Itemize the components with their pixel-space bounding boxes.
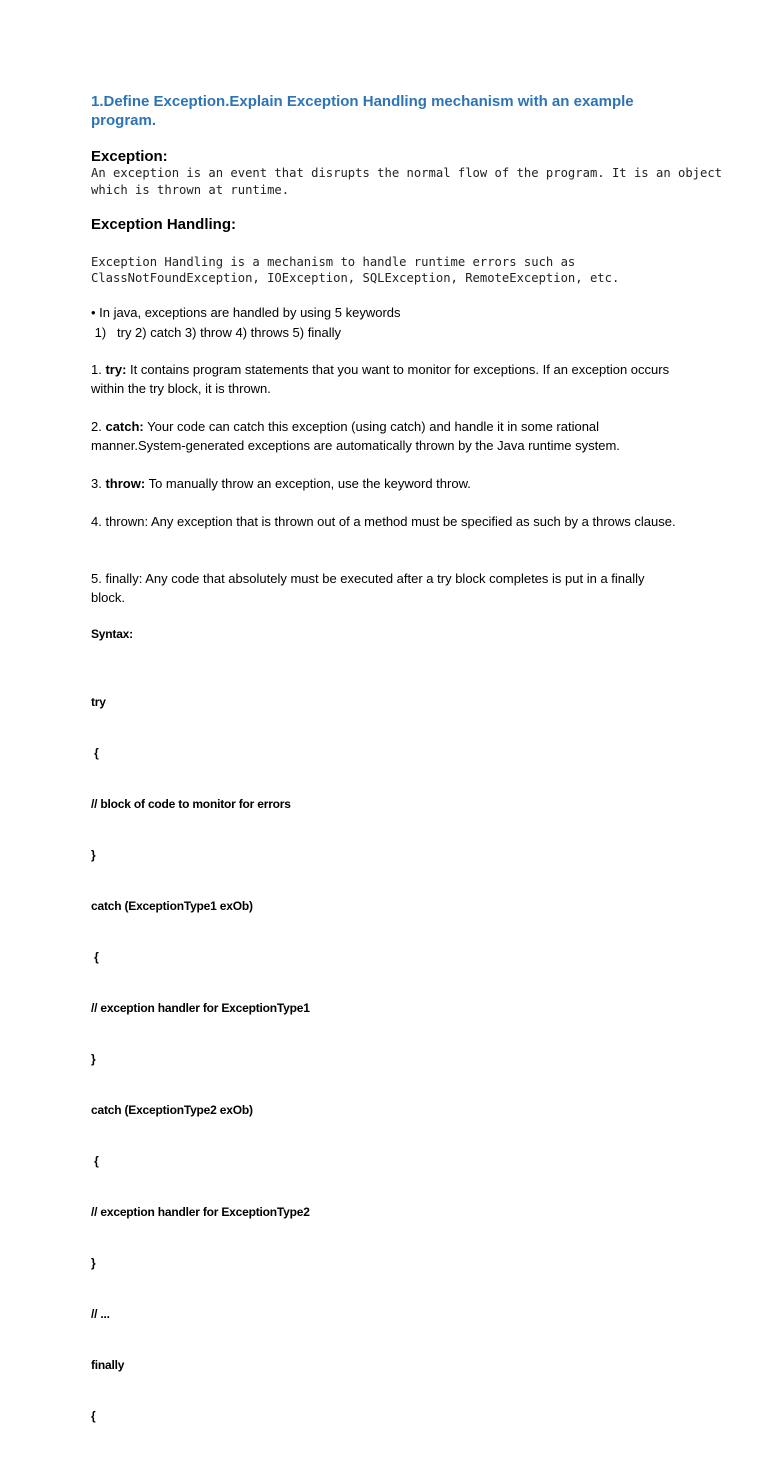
- item-number: 1.: [91, 362, 106, 377]
- code-line: }: [91, 1256, 96, 1270]
- item-keyword: catch:: [105, 419, 144, 434]
- code-line: {: [91, 950, 99, 964]
- syntax-label: Syntax:: [91, 627, 133, 641]
- code-line: // exception handler for ExceptionType2: [91, 1205, 310, 1219]
- question-title: 1.Define Exception.Explain Exception Handling mechanism with an example program.: [91, 93, 634, 129]
- item-keyword: throw:: [105, 476, 146, 491]
- keyword-item-throws: 4. thrown: Any exception that is thrown out of a method must be specified as such by a throws clause.: [91, 514, 676, 529]
- handling-text-line-1: Exception Handling is a mechanism to handle runtime errors such as: [91, 255, 576, 269]
- item-text: To manually throw an exception, use the keyword throw.: [145, 476, 471, 491]
- keyword-item-catch: [91, 417, 681, 455]
- code-line: // exception handler for ExceptionType1: [91, 1001, 310, 1015]
- code-line: }: [91, 848, 96, 862]
- keyword-item-finally: 5. finally: Any code that absolutely must be executed after a try block completes is put in a finally block.: [91, 571, 645, 605]
- code-line: {: [91, 1154, 99, 1168]
- keyword-item-try: [91, 360, 681, 398]
- handling-text-line-2: ClassNotFoundException, IOException, SQLException, RemoteException, etc.: [91, 271, 620, 285]
- item-text: It contains program statements that you want to monitor for exceptions. If an exception occurs within the try block, it is thrown.: [91, 362, 670, 396]
- item-number: 3.: [91, 476, 106, 491]
- code-line: }: [91, 1052, 96, 1066]
- exception-heading: Exception:: [91, 148, 168, 165]
- code-line: catch (ExceptionType2 exOb): [91, 1103, 253, 1117]
- exception-text-line-2: which is thrown at runtime.: [91, 183, 290, 197]
- keywords-list: 1) try 2) catch 3) throw 4) throws 5) finally: [91, 325, 341, 340]
- code-line: // ...: [91, 1307, 110, 1321]
- exception-text-line-1: An exception is an event that disrupts the normal flow of the program. It is an object: [91, 166, 723, 180]
- item-number: 2.: [91, 419, 106, 434]
- code-line: catch (ExceptionType1 exOb): [91, 899, 253, 913]
- item-keyword: try:: [105, 362, 127, 377]
- code-line: try: [91, 695, 106, 709]
- syntax-code-block: [91, 660, 310, 1459]
- code-line: finally: [91, 1358, 125, 1372]
- code-line: // block of code to monitor for errors: [91, 797, 291, 811]
- keyword-item-throw: [91, 474, 681, 493]
- code-line: {: [91, 746, 99, 760]
- keywords-intro: • In java, exceptions are handled by using 5 keywords: [91, 305, 401, 320]
- handling-heading: Exception Handling:: [91, 216, 237, 233]
- item-text: Your code can catch this exception (using catch) and handle it in some rational manner.System-generated exceptions are automatically thrown by the Java runtime system.: [91, 419, 620, 453]
- code-line: {: [91, 1409, 96, 1423]
